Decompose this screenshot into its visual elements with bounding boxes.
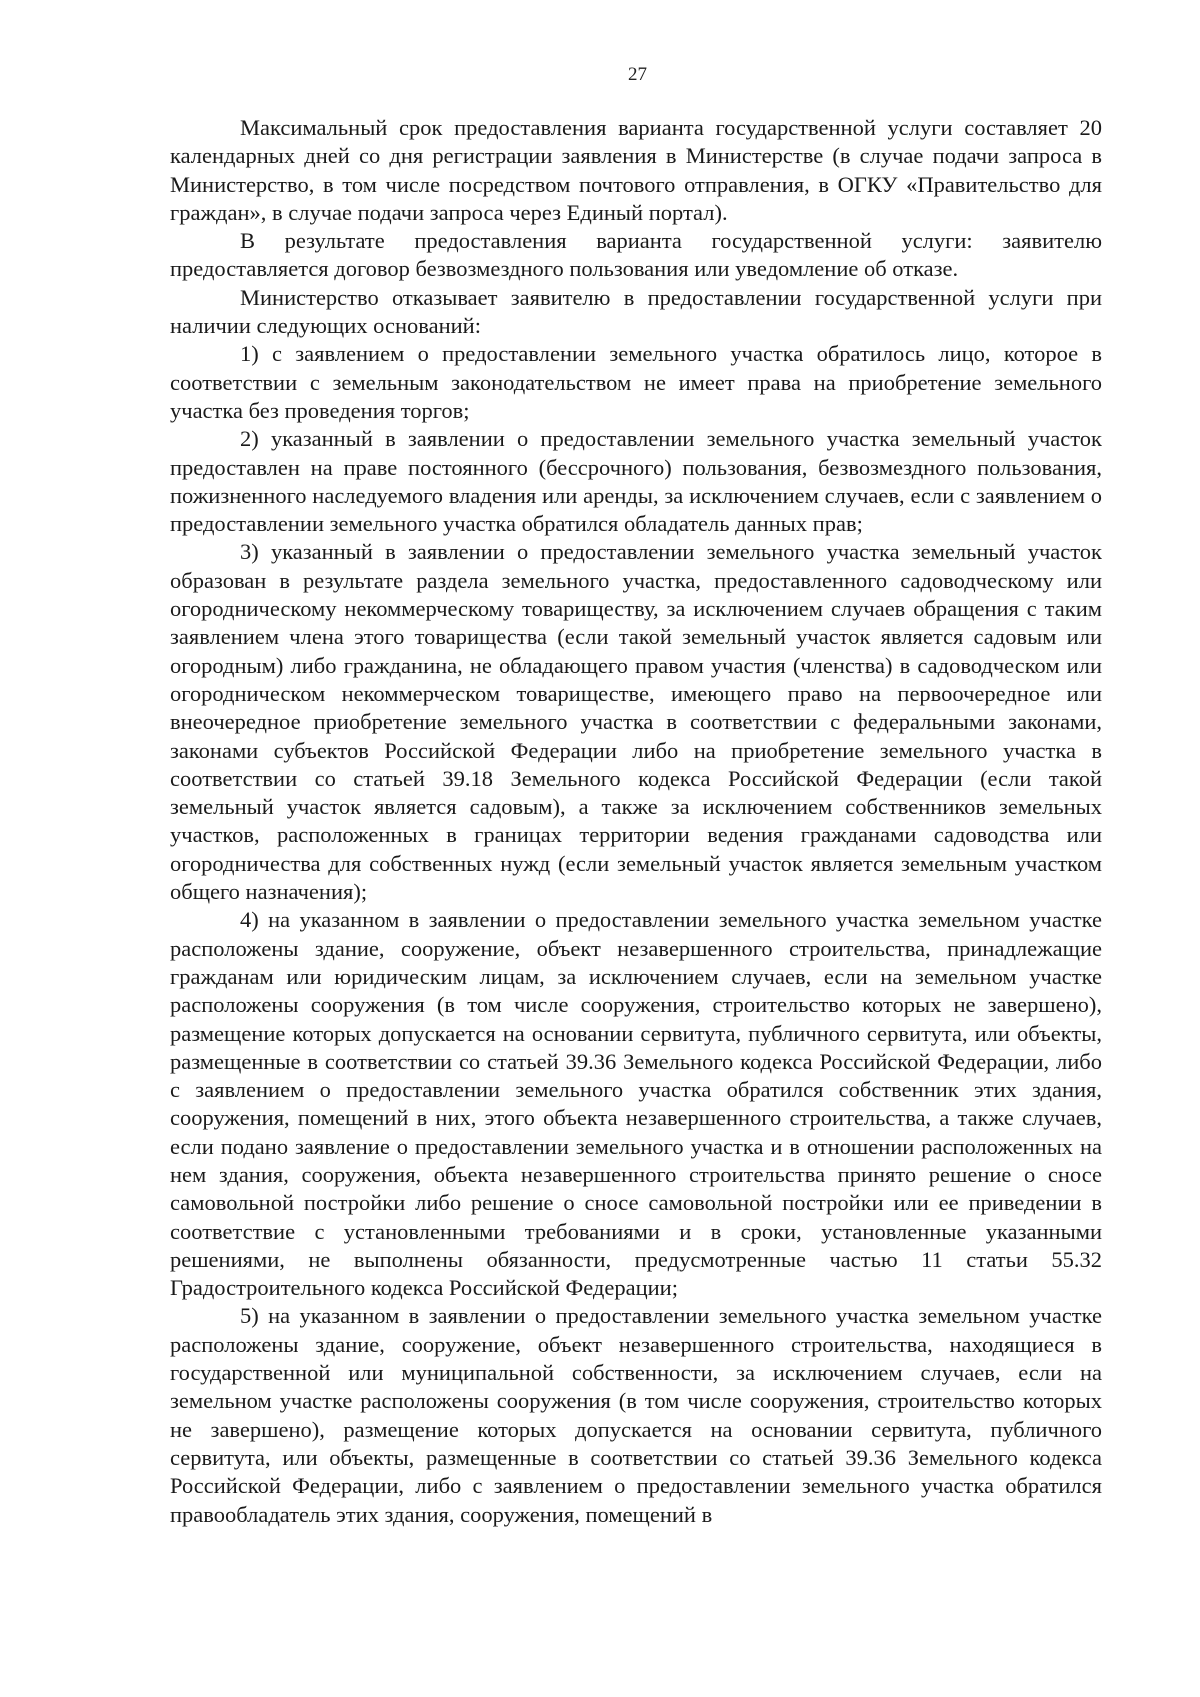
document-body <box>170 114 1102 1529</box>
list-item-refusal-4: 4) на указанном в заявлении о предоставлении земельного участка земельном участке расположены здание, сооружение, объект незавершенного строительства, принадлежащие гражданам или юридическим лицам, за исключением случаев, если на земельном участке расположены сооружения (в том числе сооружения, строительство которых не завершено), размещение которых допускается на основании сервитута, публичного сервитута, или объекты, размещенные в соответствии со статьей 39.36 Земельного кодекса Российской Федерации, либо с заявлением о предоставлении земельного участка обратился собственник этих здания, сооружения, помещений в них, этого объекта незавершенного строительства, а также случаев, если подано заявление о предоставлении земельного участка и в отношении расположенных на нем здания, сооружения, объекта незавершенного строительства принято решение о сносе самовольной постройки либо решение о сносе самовольной постройки или ее приведении в соответствие с установленными требованиями и в сроки, установленные указанными решениями, не выполнены обязанности, предусмотренные частью 11 статьи 55.32 Градостроительного кодекса Российской Федерации; <box>170 907 1102 1301</box>
paragraph-service-result: В результате предоставления варианта государственной услуги: заявителю предоставляется договор безвозмездного пользования или уведомление об отказе. <box>170 228 1102 282</box>
list-item-refusal-5: 5) на указанном в заявлении о предоставлении земельного участка земельном участке расположены здание, сооружение, объект незавершенного строительства, находящиеся в государственной или муниципальной собственности, за исключением случаев, если на земельном участке расположены сооружения (в том числе сооружения, строительство которых не завершено), размещение которых допускается на основании сервитута, публичного сервитута, или объекты, размещенные в соответствии со статьей 39.36 Земельного кодекса Российской Федерации, либо с заявлением о предоставлении земельного участка обратился правообладатель этих здания, сооружения, помещений в <box>170 1303 1102 1527</box>
list-item-refusal-2: 2) указанный в заявлении о предоставлении земельного участка земельный участок предоставлен на праве постоянного (бессрочного) пользования, безвозмездного пользования, пожизненного наследуемого владения или аренды, за исключением случаев, если с заявлением о предоставлении земельного участка обратился обладатель данных прав; <box>170 426 1102 537</box>
list-item-refusal-3: 3) указанный в заявлении о предоставлении земельного участка земельный участок образован в результате раздела земельного участка, предоставленного садоводческому или огородническому некоммерческому товариществу, за исключением случаев обращения с таким заявлением члена этого товарищества (если такой земельный участок является садовым или огородным) либо гражданина, не обладающего правом участия (членства) в садоводческом или огородническом некоммерческом товариществе, имеющего право на первоочередное или внеочередное приобретение земельного участка в соответствии с федеральными законами, законами субъектов Российской Федерации либо на приобретение земельного участка в соответствии со статьей 39.18 Земельного кодекса Российской Федерации (если такой земельный участок является садовым), а также за исключением собственников земельных участков, расположенных в границах территории ведения гражданами садоводства или огородничества для собственных нужд (если земельный участок является земельным участком общего назначения); <box>170 539 1102 905</box>
paragraph-refusal-intro: Министерство отказывает заявителю в предоставлении государственной услуги при наличии следующих оснований: <box>170 284 1102 339</box>
paragraph-service-term: Максимальный срок предоставления варианта государственной услуги составляет 20 календарных дней со дня регистрации заявления в Министерстве (в случае подачи запроса в Министерство, в том числе посредством почтового отправления, в ОГКУ «Правительство для граждан», в случае подачи запроса через Единый портал). <box>170 115 1102 225</box>
page-number: 27 <box>628 64 647 85</box>
list-item-refusal-1: 1) с заявлением о предоставлении земельного участка обратилось лицо, которое в соответствии с земельным законодательством не имеет права на приобретение земельного участка без проведения торгов; <box>170 341 1102 423</box>
